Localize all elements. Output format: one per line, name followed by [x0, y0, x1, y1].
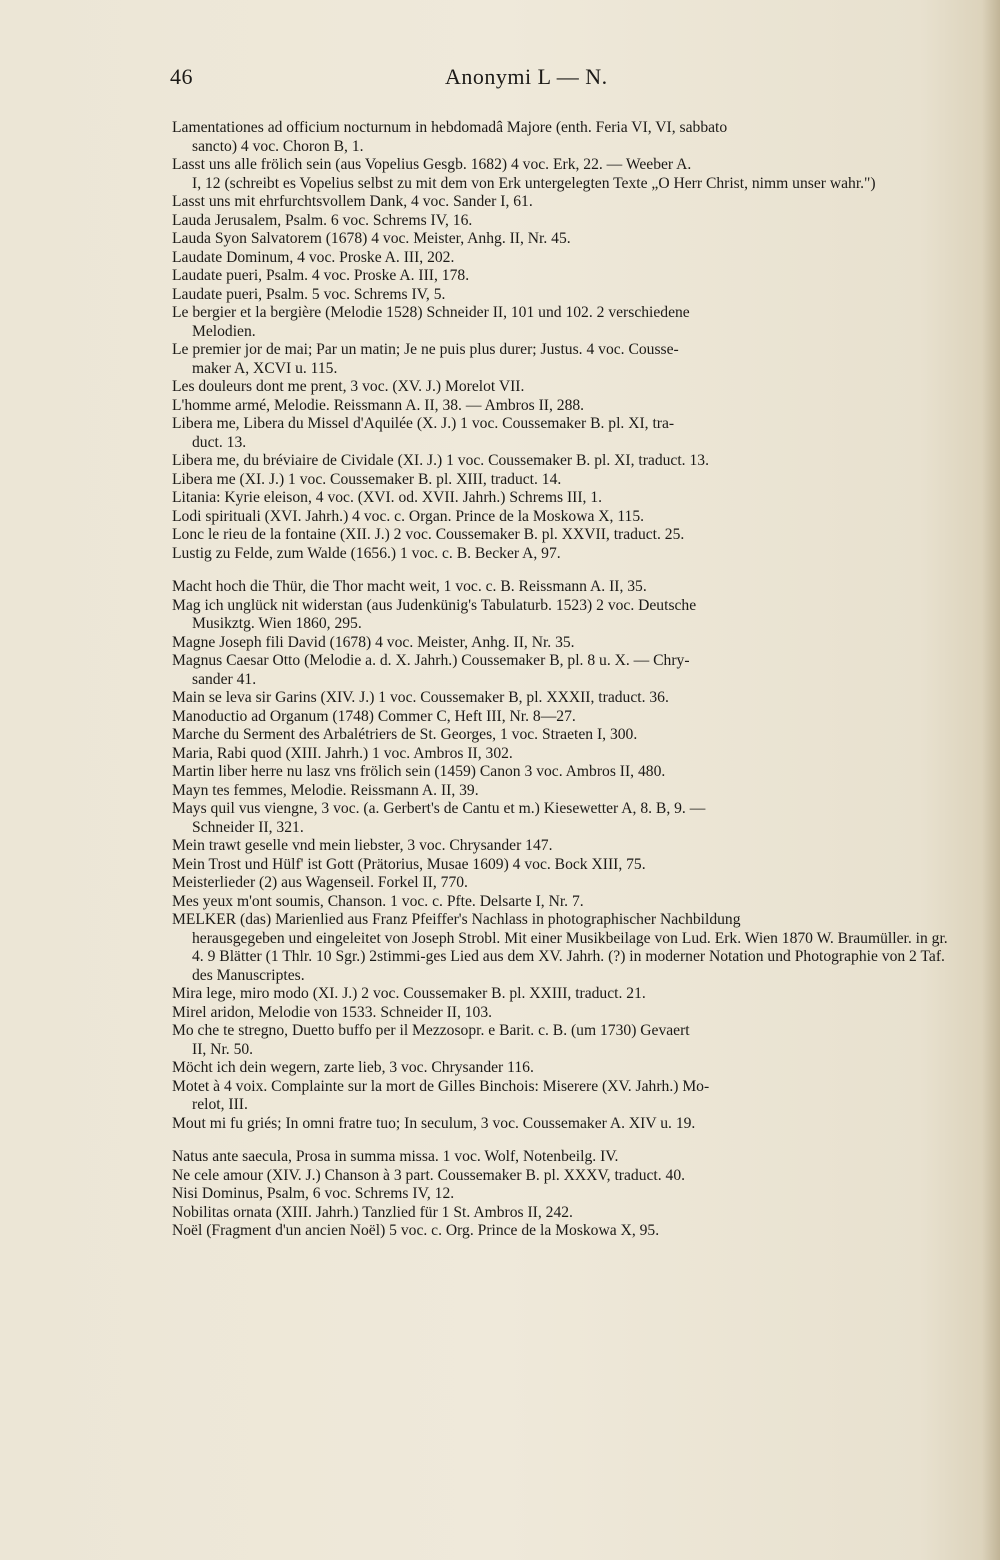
- catalog-entry: [172, 856, 954, 875]
- running-head: Anonymi L — N.: [445, 64, 608, 89]
- catalog-entry: [172, 156, 954, 193]
- catalog-entry: [172, 508, 954, 527]
- catalog-entry: [172, 985, 954, 1004]
- entry-text: Mag ich unglück nit widerstan (aus Judenkünig's Tabulaturb. 1523) 2 voc. Deutsche: [172, 596, 697, 614]
- entry-text: MELKER (das) Marienlied aus Franz Pfeiffer's Nachlass in photographischer Nachbildung: [172, 911, 741, 928]
- entry-continuation: Musikztg. Wien 1860, 295.: [192, 615, 362, 632]
- catalog-entry: [172, 378, 954, 397]
- catalog-entry: [172, 745, 954, 764]
- catalog-entry: [172, 782, 954, 801]
- catalog-entry: [172, 489, 954, 508]
- catalog-entry: [172, 708, 954, 727]
- page-header: [170, 64, 970, 100]
- entry-text: Möcht ich dein wegern, zarte lieb, 3 voc. Chrysander 116.: [172, 1059, 534, 1076]
- section-N: [172, 1148, 954, 1241]
- catalog-entry: [172, 893, 954, 912]
- entry-text: Lauda Syon Salvatorem (1678) 4 voc. Meister, Anhg. II, Nr. 45.: [172, 230, 571, 247]
- catalog-entry: [172, 634, 954, 653]
- entry-text: Mira lege, miro modo (XI. J.) 2 voc. Coussemaker B. pl. XXIII, traduct. 21.: [172, 985, 646, 1002]
- catalog-entry: [172, 526, 954, 545]
- catalog-entry: [172, 1185, 954, 1204]
- entry-text: Libera me, Libera du Missel d'Aquilée (X. J.) 1 voc. Coussemaker B. pl. XI, tra-: [172, 415, 675, 432]
- entry-text: Mirel aridon, Melodie von 1533. Schneider II, 103.: [172, 1003, 493, 1021]
- entry-text: Meisterlieder (2) aus Wagenseil. Forkel II, 770.: [172, 874, 468, 891]
- catalog-entry: [172, 578, 954, 597]
- entry-text: Martin liber herre nu lasz vns frölich sein (1459) Canon 3 voc. Ambros II, 480.: [172, 763, 666, 780]
- catalog-entry: [172, 652, 954, 689]
- section-L: [172, 119, 954, 563]
- entry-text: Lodi spirituali (XVI. Jahrh.) 4 voc. c. Organ. Prince de la Moskowa X, 115.: [172, 507, 645, 525]
- entry-text: Magnus Caesar Otto (Melodie a. d. X. Jahrh.) Coussemaker B, pl. 8 u. X. — Chry-: [172, 652, 690, 669]
- entry-text: Lustig zu Felde, zum Walde (1656.) 1 voc. c. B. Becker A, 97.: [172, 544, 561, 562]
- entry-text: Nobilitas ornata (XIII. Jahrh.) Tanzlied für 1 St. Ambros II, 242.: [172, 1203, 573, 1221]
- entry-text: Mo che te stregno, Duetto buffo per il Mezzosopr. e Barit. c. B. (um 1730) Gevaert: [172, 1022, 690, 1039]
- catalog-entry: [172, 212, 954, 231]
- entry-continuation: sander 41.: [192, 670, 257, 688]
- catalog-entry: [172, 1004, 954, 1023]
- entry-continuation: herausgegeben und eingeleitet von Joseph Strobl. Mit einer Musikbeilage von Lud. Erk. Wien 1870 W. Braumüller. in gr. 4. 9 Blätter (1 Thlr. 10 Sgr.) 2stimmi-ges Lied aus dem XV. Jahrh. (?) in moderner Notation und Photographie von 2 Taf. des Manuscriptes.: [192, 929, 948, 984]
- entry-continuation: sancto) 4 voc. Choron B, 1.: [192, 137, 364, 155]
- entry-text: Mein Trost und Hülf' ist Gott (Prätorius, Musae 1609) 4 voc. Bock XIII, 75.: [172, 855, 646, 873]
- entry-text: Laudate Dominum, 4 voc. Proske A. III, 202.: [172, 248, 455, 266]
- entry-text: Litania: Kyrie eleison, 4 voc. (XVI. od. XVII. Jahrh.) Schrems III, 1.: [172, 489, 603, 506]
- catalog-entry: [172, 1022, 954, 1059]
- entry-text: Mayn tes femmes, Melodie. Reissmann A. II, 39.: [172, 781, 479, 799]
- entry-text: L'homme armé, Melodie. Reissmann A. II, 38. — Ambros II, 288.: [172, 396, 585, 414]
- entry-continuation: Melodien.: [192, 322, 256, 340]
- entry-continuation: duct. 13.: [192, 433, 247, 451]
- catalog-entry: [172, 1204, 954, 1223]
- catalog-entry: [172, 471, 954, 490]
- entry-text: Natus ante saecula, Prosa in summa missa. 1 voc. Wolf, Notenbeilg. IV.: [172, 1148, 619, 1165]
- entry-text: Lasst uns mit ehrfurchtsvollem Dank, 4 voc. Sander I, 61.: [172, 193, 533, 210]
- catalog-entry: [172, 1148, 954, 1167]
- entry-continuation: I, 12 (schreibt es Vopelius selbst zu mit dem von Erk untergelegten Texte „O Herr Christ, nimm unser wahr."): [192, 174, 876, 192]
- catalog-entry: [172, 689, 954, 708]
- entry-continuation: maker A, XCVI u. 115.: [192, 359, 338, 377]
- page-edge-shadow: [982, 0, 1000, 1560]
- entry-text: Nisi Dominus, Psalm, 6 voc. Schrems IV, 12.: [172, 1185, 455, 1202]
- entry-text: Mays quil vus viengne, 3 voc. (a. Gerbert's de Cantu et m.) Kiesewetter A, 8. B, 9. —: [172, 800, 706, 817]
- catalog-entry: [172, 545, 954, 564]
- catalog-entry: [172, 304, 954, 341]
- entry-text: Mein trawt geselle vnd mein liebster, 3 voc. Chrysander 147.: [172, 837, 553, 854]
- entry-text: Motet à 4 voix. Complainte sur la mort de Gilles Binchois: Miserere (XV. Jahrh.) Mo-: [172, 1077, 710, 1095]
- entry-text: Libera me (XI. J.) 1 voc. Coussemaker B. pl. XIII, traduct. 14.: [172, 470, 562, 488]
- catalog-entry: [172, 193, 954, 212]
- catalog-entry: [172, 397, 954, 416]
- catalog-entry: [172, 230, 954, 249]
- catalog-entry: [172, 267, 954, 286]
- catalog-entry: [172, 1115, 954, 1134]
- entry-text: Magne Joseph fili David (1678) 4 voc. Meister, Anhg. II, Nr. 35.: [172, 633, 575, 651]
- entry-text: Lauda Jerusalem, Psalm. 6 voc. Schrems IV, 16.: [172, 211, 473, 229]
- entry-text: Laudate pueri, Psalm. 5 voc. Schrems IV, 5.: [172, 285, 446, 303]
- page-number: 46: [170, 64, 193, 89]
- catalog-entry: [172, 874, 954, 893]
- catalog-entry: [172, 1059, 954, 1078]
- catalog-entry: [172, 911, 954, 985]
- entry-text: Le premier jor de mai; Par un matin; Je ne puis plus durer; Justus. 4 voc. Cousse-: [172, 341, 679, 358]
- entry-text: Maria, Rabi quod (XIII. Jahrh.) 1 voc. Ambros II, 302.: [172, 744, 513, 762]
- entry-text: Marche du Serment des Arbalétriers de St. Georges, 1 voc. Straeten I, 300.: [172, 726, 638, 743]
- catalog-entry: [172, 837, 954, 856]
- catalog-entry: [172, 119, 954, 156]
- entry-continuation: Schneider II, 321.: [192, 818, 304, 836]
- entry-text: Libera me, du bréviaire de Cividale (XI. J.) 1 voc. Coussemaker B. pl. XI, traduct. 13.: [172, 452, 709, 469]
- entry-text: Manoductio ad Organum (1748) Commer C, Heft III, Nr. 8—27.: [172, 707, 576, 725]
- catalog-entry: [172, 726, 954, 745]
- catalog-entry: [172, 1078, 954, 1115]
- entry-text: Lamentationes ad officium nocturnum in hebdomadâ Majore (enth. Feria VI, VI, sabbato: [172, 119, 728, 136]
- entry-text: Noël (Fragment d'un ancien Noël) 5 voc. c. Org. Prince de la Moskowa X, 95.: [172, 1222, 660, 1239]
- catalog-entry: [172, 800, 954, 837]
- entry-text: Ne cele amour (XIV. J.) Chanson à 3 part. Coussemaker B. pl. XXXV, traduct. 40.: [172, 1166, 686, 1184]
- entry-text: Les douleurs dont me prent, 3 voc. (XV. J.) Morelot VII.: [172, 378, 525, 395]
- catalog-entry: [172, 1222, 954, 1241]
- entry-text: Main se leva sir Garins (XIV. J.) 1 voc. Coussemaker B, pl. XXXII, traduct. 36.: [172, 689, 669, 706]
- catalog-entry: [172, 763, 954, 782]
- catalog-entry: [172, 452, 954, 471]
- catalog-entry: [172, 415, 954, 452]
- entry-text: Mes yeux m'ont soumis, Chanson. 1 voc. c. Pfte. Delsarte I, Nr. 7.: [172, 892, 584, 910]
- entry-text: Le bergier et la bergière (Melodie 1528) Schneider II, 101 und 102. 2 verschiedene: [172, 304, 690, 321]
- entry-text: Mout mi fu griés; In omni fratre tuo; In seculum, 3 voc. Coussemaker A. XIV u. 19.: [172, 1114, 696, 1132]
- section-M: [172, 578, 954, 1133]
- catalog-entry: [172, 597, 954, 634]
- catalog-body: [172, 119, 954, 1241]
- entry-continuation: II, Nr. 50.: [192, 1040, 254, 1058]
- catalog-entry: [172, 249, 954, 268]
- entry-text: Laudate pueri, Psalm. 4 voc. Proske A. III, 178.: [172, 267, 470, 284]
- entry-text: Lasst uns alle frölich sein (aus Vopelius Gesgb. 1682) 4 voc. Erk, 22. — Weeber A.: [172, 156, 692, 173]
- entry-text: Lonc le rieu de la fontaine (XII. J.) 2 voc. Coussemaker B. pl. XXVII, traduct. 25.: [172, 526, 685, 543]
- catalog-entry: [172, 1167, 954, 1186]
- catalog-entry: [172, 286, 954, 305]
- entry-text: Macht hoch die Thür, die Thor macht weit, 1 voc. c. B. Reissmann A. II, 35.: [172, 578, 647, 595]
- catalog-entry: [172, 341, 954, 378]
- entry-continuation: relot, III.: [192, 1096, 248, 1113]
